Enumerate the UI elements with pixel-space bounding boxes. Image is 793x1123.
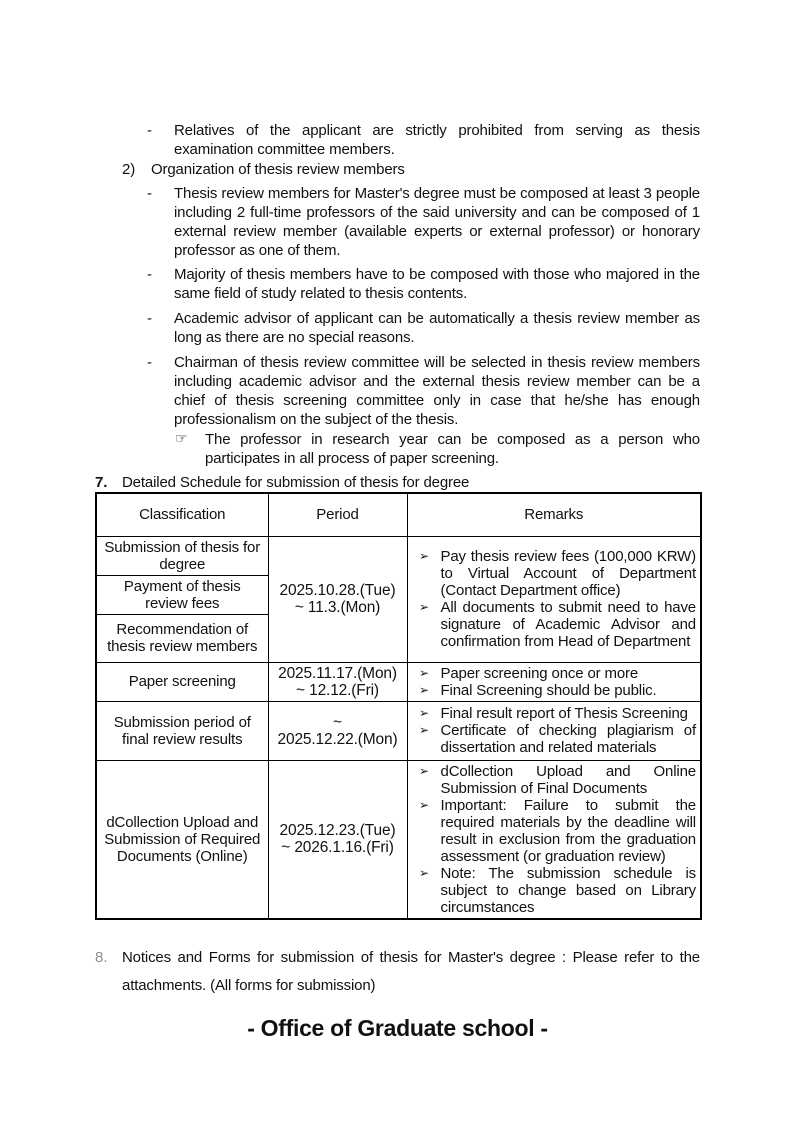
arrow-bullet-icon: ➢ — [419, 865, 429, 880]
remark-item — [408, 722, 697, 756]
dash-bullet-icon: - — [147, 185, 152, 202]
remark-text: Final Screening should be public. — [440, 681, 657, 699]
period-line: 2025.11.17.(Mon) — [278, 664, 397, 682]
arrow-bullet-icon: ➢ — [419, 706, 429, 720]
classification-cell: Submission of thesis for degree — [96, 536, 268, 575]
classification-cell: Recommendation of thesis review members — [96, 614, 268, 662]
header-period: Period — [268, 493, 407, 536]
remark-text: Important: Failure to submit the required materials by the deadline will result in exclusion from the graduation assessment (or graduation review) — [440, 796, 696, 865]
arrow-bullet-icon: ➢ — [419, 600, 429, 614]
arrow-bullet-icon: ➢ — [419, 665, 429, 680]
document-page — [95, 121, 700, 1042]
arrow-bullet-icon: ➢ — [419, 797, 429, 812]
note-item — [175, 430, 700, 468]
arrow-bullet-icon: ➢ — [419, 682, 429, 697]
remark-text: Pay thesis review fees (100,000 KRW) to Virtual Account of Department (Contact Department office) — [440, 548, 696, 599]
section2-heading — [122, 160, 700, 179]
pointing-hand-icon: ☞ — [175, 431, 188, 447]
remarks-cell — [407, 536, 701, 662]
dash-bullet-icon: - — [147, 266, 152, 283]
section2-title: Organization of thesis review members — [151, 161, 405, 178]
bullet-text: Academic advisor of applicant can be automatically a thesis review member as long as there are no special reasons. — [174, 310, 700, 346]
section8-text: Notices and Forms for submission of thesis for Master's degree : Please refer to the attachments. (All forms for submission) — [122, 948, 700, 994]
section2-number: 2) — [122, 161, 136, 178]
remark-text: dCollection Upload and Online Submission of Final Documents — [440, 762, 696, 797]
remark-item — [408, 665, 697, 682]
remark-item — [408, 865, 697, 916]
arrow-bullet-icon: ➢ — [419, 549, 429, 563]
bullet-text: Majority of thesis members have to be composed with those who majored in the same field of study related to thesis contents. — [174, 266, 700, 302]
footer-title: - Office of Graduate school - — [247, 1014, 548, 1041]
dash-bullet-icon: - — [147, 122, 152, 139]
period-line: ~ 2026.1.16.(Fri) — [281, 839, 394, 856]
period-line: ~ — [333, 713, 342, 731]
period-line: 2025.12.22.(Mon) — [277, 730, 398, 748]
note-text: The professor in research year can be composed as a person who participates in all process of paper screening. — [205, 431, 700, 467]
period-line: ~ 11.3.(Mon) — [294, 599, 381, 616]
bullet-item-majority — [147, 265, 700, 303]
period-line: ~ 12.12.(Fri) — [296, 681, 379, 699]
section8-number: 8. — [95, 948, 108, 966]
remark-text: Certificate of checking plagiarism of dissertation and related materials — [440, 722, 696, 756]
remark-item — [408, 548, 697, 599]
remark-text: Note: The submission schedule is subject to change based on Library circumstances — [440, 864, 696, 916]
section7-title: Detailed Schedule for submission of thesis for degree — [122, 474, 470, 491]
bullet-text: Relatives of the applicant are strictly prohibited from serving as thesis examination committee members. — [174, 122, 700, 158]
remark-item — [408, 705, 697, 722]
bullet-text: Chairman of thesis review committee will be selected in thesis review members including academic advisor and the external thesis review member can be a chief of thesis screening committee only in case that he/she has enough professionalism on the subject of the thesis. — [174, 354, 700, 428]
table-row — [96, 662, 701, 701]
dash-bullet-icon: - — [147, 310, 152, 327]
section7-heading — [95, 473, 700, 492]
period-line: 2025.10.28.(Tue) — [279, 582, 396, 599]
remark-text: All documents to submit need to have signature of Academic Advisor and confirmation from Head of Department — [440, 599, 696, 650]
remarks-cell — [407, 662, 701, 701]
table-header-row — [96, 493, 701, 536]
bullet-item-chairman — [147, 353, 700, 429]
header-remarks: Remarks — [407, 493, 701, 536]
table-row — [96, 536, 701, 575]
remark-item — [408, 682, 697, 699]
arrow-bullet-icon: ➢ — [419, 763, 429, 778]
table-row — [96, 760, 701, 919]
dash-bullet-icon: - — [147, 354, 152, 371]
bullet-text: Thesis review members for Master's degree must be composed at least 3 people including 2 full-time professors of the said university and can be composed of 1 external review member (available experts or external professor) or honorary professor as one of them. — [174, 185, 700, 259]
bullet-item-relatives — [147, 121, 700, 159]
bullet-item-advisor — [147, 309, 700, 347]
remark-item — [408, 763, 697, 797]
remark-text: Paper screening once or more — [440, 664, 639, 682]
bullet-item-composition — [147, 184, 700, 260]
period-cell — [268, 662, 407, 701]
classification-cell: Paper screening — [96, 662, 268, 701]
header-classification: Classification — [96, 493, 268, 536]
period-line: 2025.12.23.(Tue) — [279, 822, 396, 839]
schedule-table — [95, 492, 702, 920]
classification-cell: Submission period of final review results — [96, 701, 268, 760]
table-row — [96, 701, 701, 760]
remarks-cell — [407, 760, 701, 919]
remarks-cell — [407, 701, 701, 760]
section8-item — [95, 944, 700, 1000]
remark-item — [408, 599, 697, 650]
period-cell — [268, 760, 407, 919]
arrow-bullet-icon: ➢ — [419, 723, 429, 737]
period-cell — [268, 536, 407, 662]
classification-cell: Payment of thesis review fees — [96, 575, 268, 614]
period-cell — [268, 701, 407, 760]
classification-cell: dCollection Upload and Submission of Required Documents (Online) — [96, 760, 268, 919]
section7-number: 7. — [95, 474, 108, 491]
remark-item — [408, 797, 697, 865]
remark-text: Final result report of Thesis Screening — [440, 705, 688, 722]
